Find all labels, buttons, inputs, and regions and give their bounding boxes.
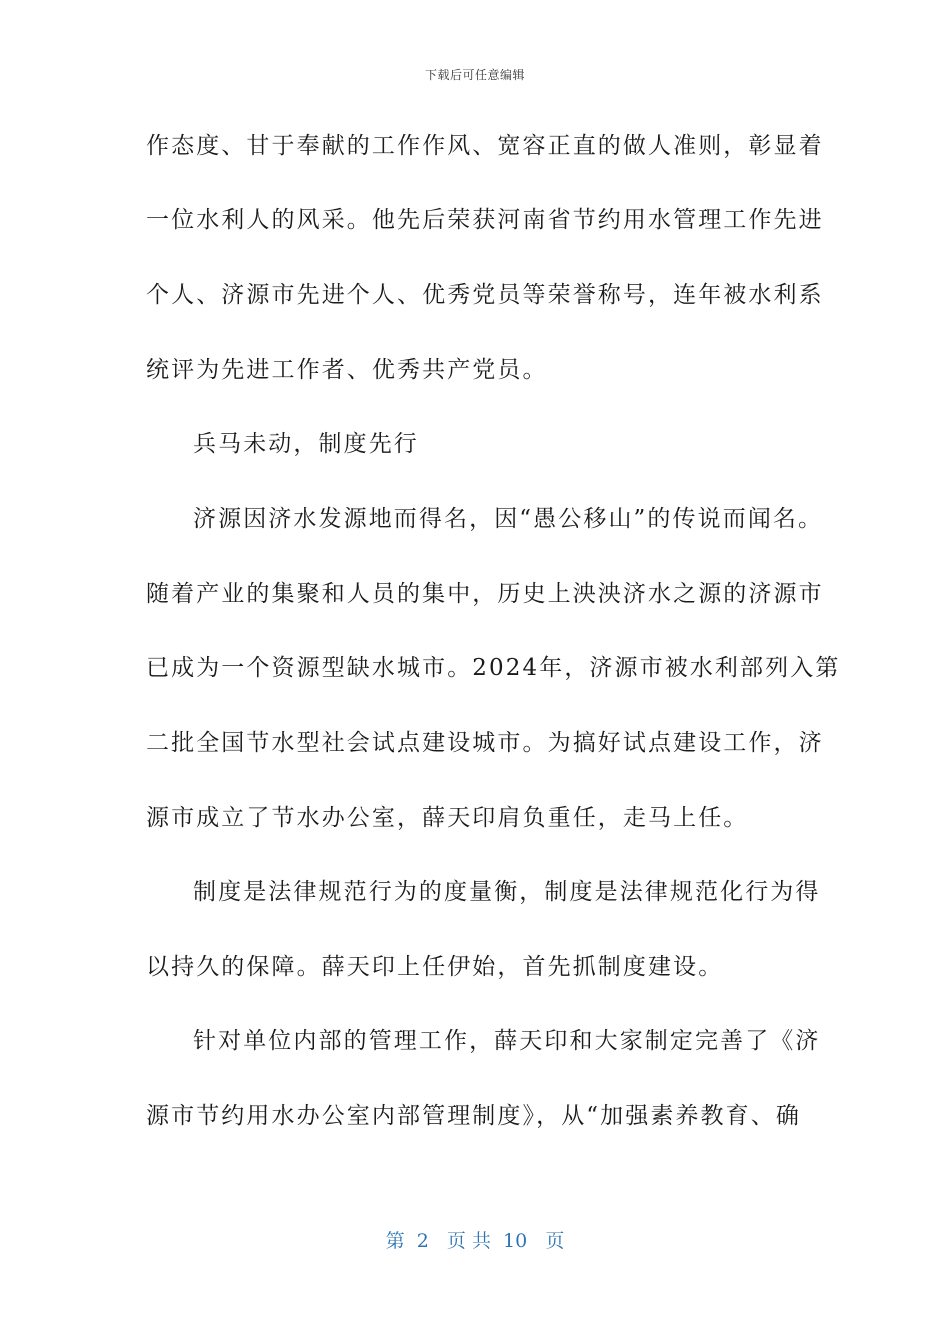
text-line: 个人、济源市先进个人、优秀党员等荣誉称号，连年被水利系 [146, 282, 824, 308]
text-line: 作态度、甘于奉献的工作作风、宽容正直的做人准则，彰显着 [146, 133, 824, 159]
text-line: 一位水利人的风采。他先后荣获河南省节约用水管理工作先进 [146, 207, 824, 233]
text-line: 统评为先进工作者、优秀共产党员。 [146, 357, 548, 383]
text-line: 二批全国节水型社会试点建设城市。为搞好试点建设工作，济 [146, 730, 824, 756]
text-line: 针对单位内部的管理工作，薛天印和大家制定完善了《济 [193, 1028, 821, 1054]
text-line: 济源因济水发源地而得名，因“愚公移山”的传说而闻名。 [193, 506, 824, 532]
text-line: 随着产业的集聚和人员的集中，历史上泱泱济水之源的济源市 [146, 581, 824, 607]
section-heading: 兵马未动，制度先行 [193, 431, 419, 457]
page-header-note: 下载后可任意编辑 [424, 68, 525, 82]
text-line: 源市节约用水办公室内部管理制度》，从“加强素养教育、确 [146, 1103, 801, 1129]
page-number-footer: 第 2 页 共 10 页 [385, 1230, 565, 1252]
text-line: 以持久的保障。薛天印上任伊始，首先抓制度建设。 [146, 954, 724, 980]
text-line: 制度是法律规范行为的度量衡，制度是法律规范化行为得 [193, 879, 821, 905]
text-line: 源市成立了节水办公室，薛天印肩负重任，走马上任。 [146, 805, 749, 831]
text-line: 已成为一个资源型缺水城市。2024年，济源市被水利部列入第 [146, 655, 841, 681]
